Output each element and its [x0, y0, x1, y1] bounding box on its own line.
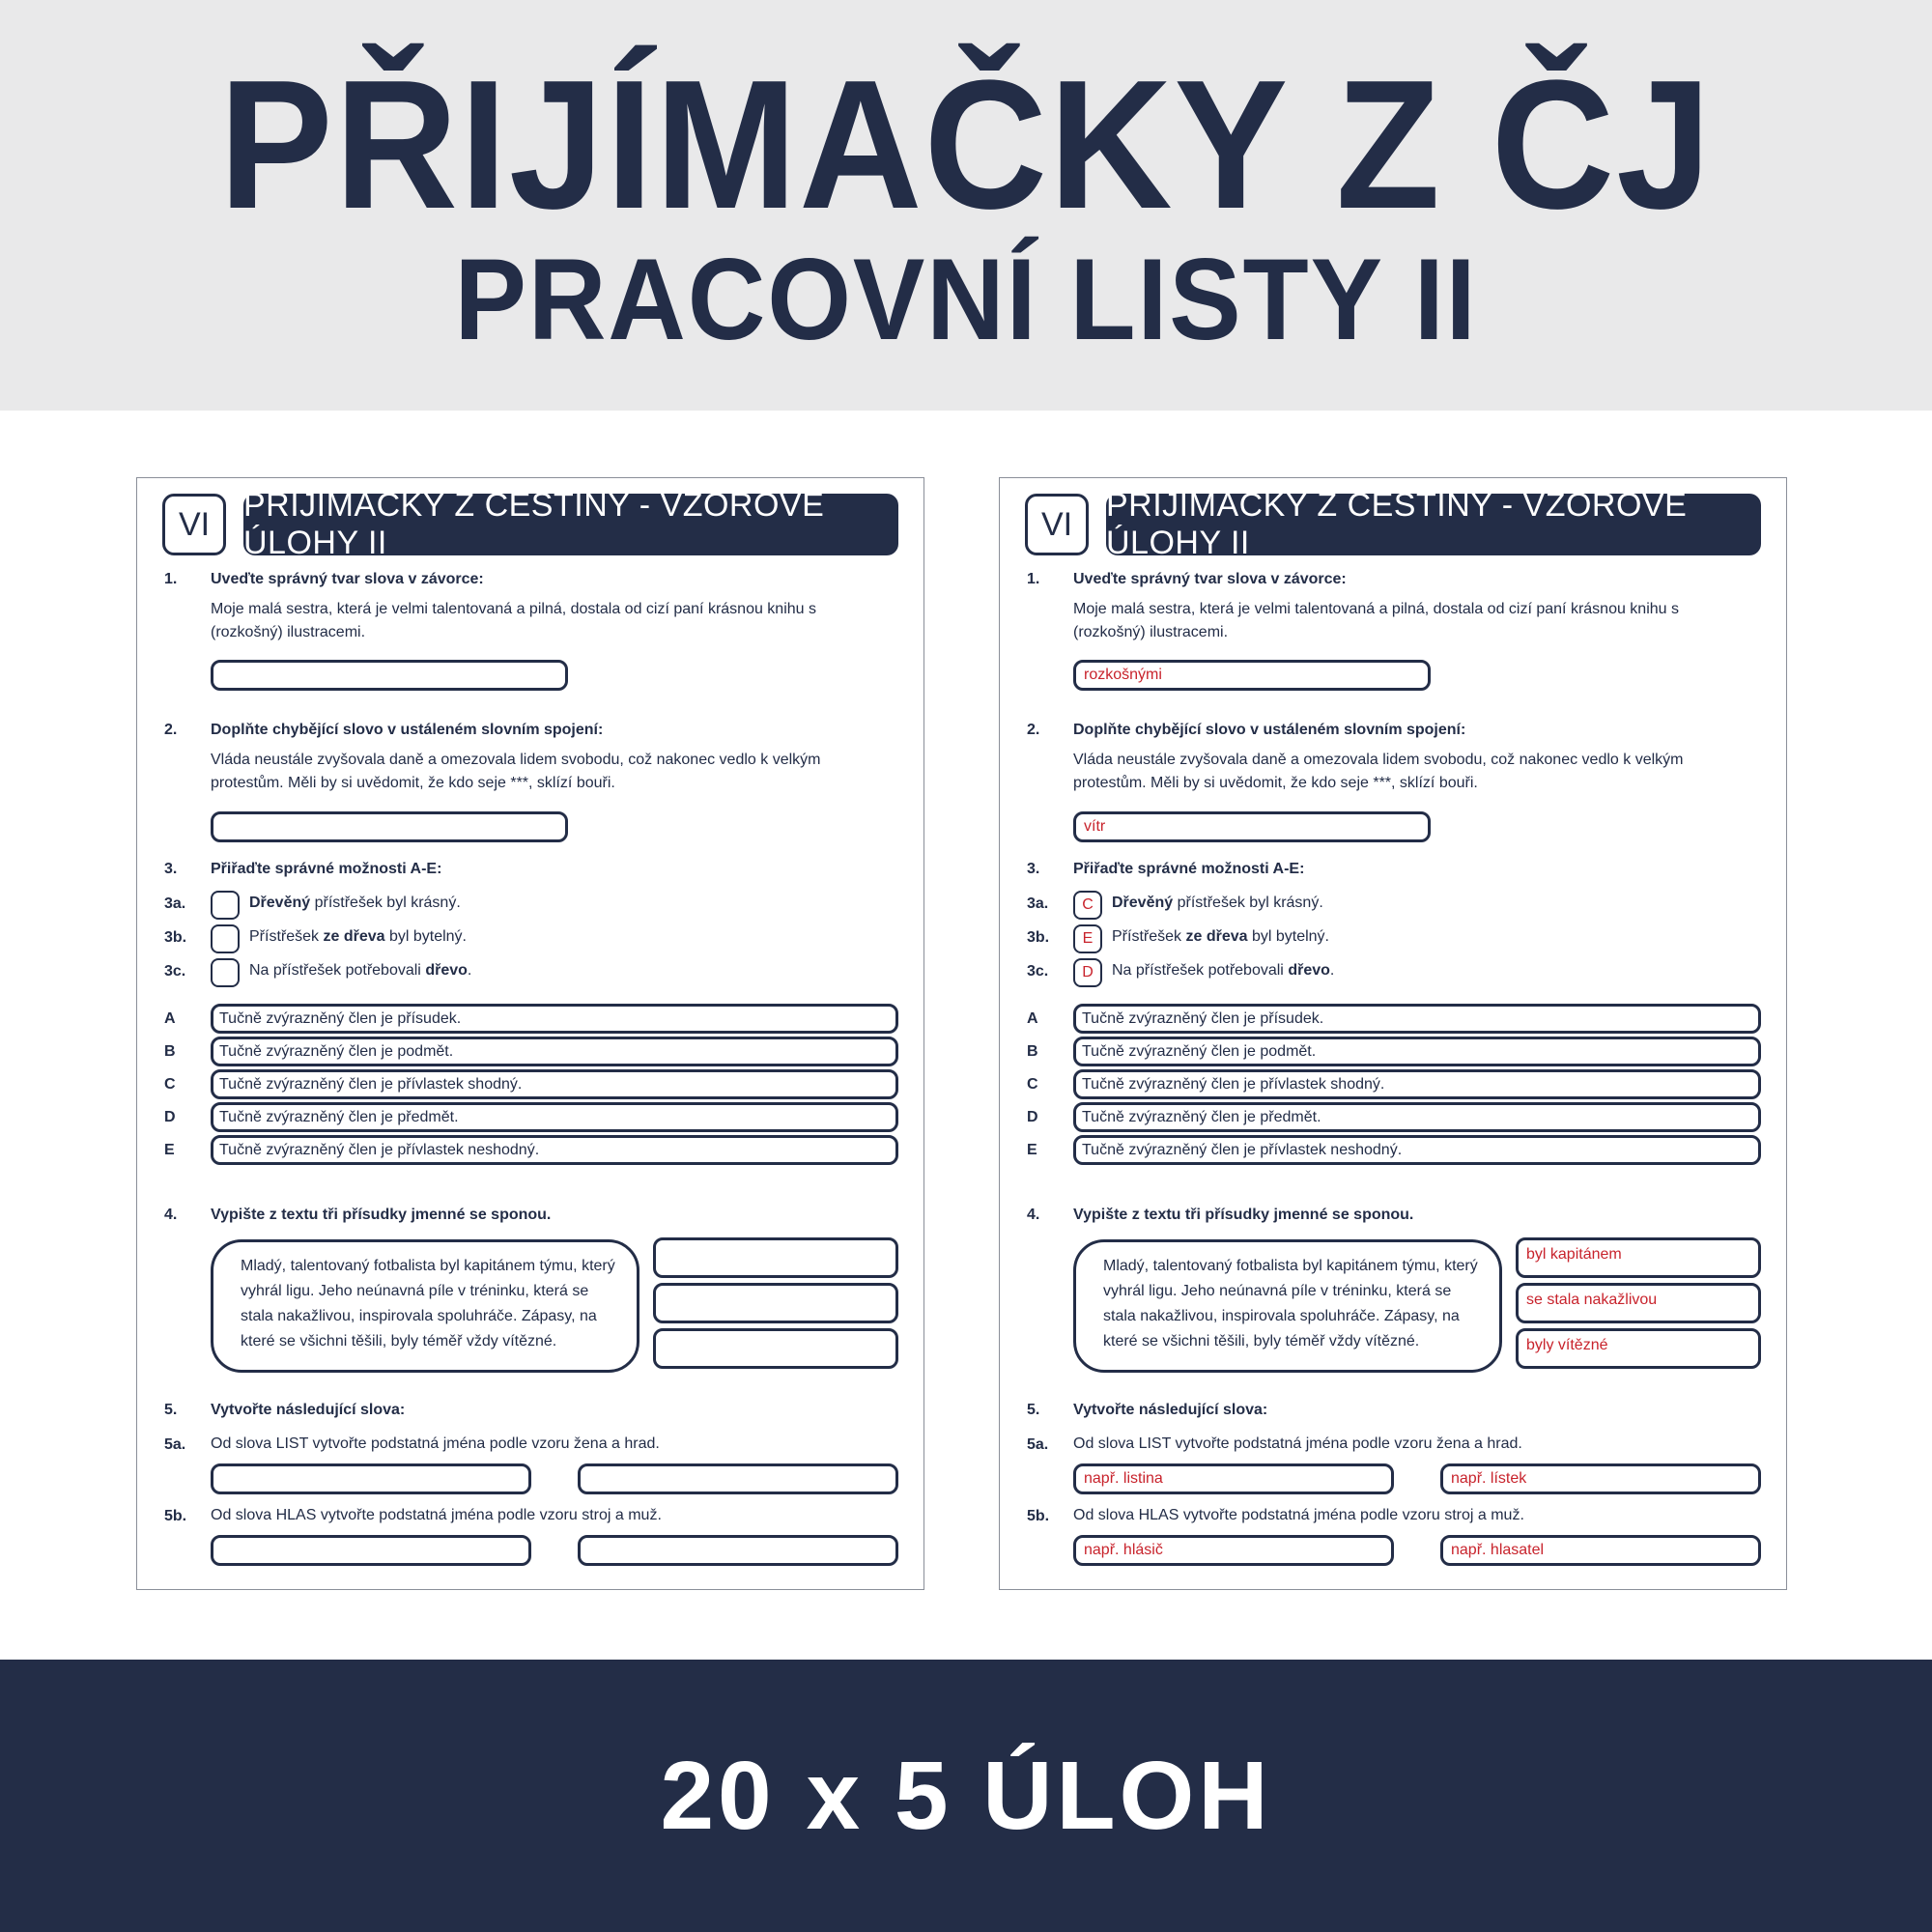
q3b-pre: Přístřešek — [249, 928, 324, 945]
q2-answer-field[interactable] — [211, 811, 568, 842]
q3b-bold: ze dřeva — [1185, 928, 1248, 945]
q4-title: Vypište z textu tři přísudky jmenné se sponou. — [211, 1207, 552, 1223]
q3b-bold: ze dřeva — [323, 928, 385, 945]
q5b-text: Od slova HLAS vytvořte podstatná jména podle vzoru stroj a muž. — [1073, 1507, 1524, 1523]
option-a: Tučně zvýrazněný člen je přísudek. — [211, 1004, 898, 1034]
option-d: Tučně zvýrazněný člen je předmět. — [1073, 1102, 1761, 1132]
q3c-answer-box[interactable] — [211, 958, 240, 987]
q4-number: 4. — [164, 1207, 178, 1223]
q3b-label: 3b. — [164, 929, 187, 946]
option-e-letter: E — [164, 1142, 175, 1158]
sheet-header: PŘIJÍMAČKY Z ČEŠTINY - VZOROVÉ ÚLOHY II — [243, 494, 898, 555]
q3-number: 3. — [164, 861, 178, 877]
q3b-pre: Přístřešek — [1112, 928, 1186, 945]
q3a-bold: Dřevěný — [1112, 895, 1174, 911]
q5a-label: 5a. — [1027, 1436, 1049, 1453]
option-c: Tučně zvýrazněný člen je přívlastek shodný. — [1073, 1069, 1761, 1099]
q4-answer-2: se stala nakažlivou — [1526, 1292, 1658, 1308]
q5-title: Vytvořte následující slova: — [211, 1402, 406, 1418]
q2-title: Doplňte chybějící slovo v ustáleném slovním spojení: — [1073, 722, 1466, 738]
section-badge: VI — [162, 494, 226, 555]
q4-number: 4. — [1027, 1207, 1040, 1223]
q5a-answer-field-1[interactable] — [211, 1463, 531, 1494]
q2-number: 2. — [164, 722, 178, 738]
q5a-answer-1: např. listina — [1084, 1470, 1163, 1487]
q5b-label: 5b. — [164, 1508, 187, 1524]
q3b-answer-box[interactable] — [1073, 924, 1102, 953]
q3b-label: 3b. — [1027, 929, 1050, 946]
q4-source-text: Mladý, talentovaný fotbalista byl kapitánem týmu, který vyhrál ligu. Jeho neúnavná píle v tréninku, která se stala nakažlivou, inspirovala spoluhráče. Zápasy, na které se všichni těšili, byly téměř vždy vítězné. — [211, 1239, 639, 1373]
option-b: Tučně zvýrazněný člen je podmět. — [211, 1037, 898, 1066]
q3b-post: byl bytelný. — [384, 928, 467, 945]
option-a: Tučně zvýrazněný člen je přísudek. — [1073, 1004, 1761, 1034]
q1-title: Uveďte správný tvar slova v závorce: — [211, 571, 484, 587]
q3c-bold: dřevo — [1288, 962, 1330, 979]
q3c-pre: Na přístřešek potřebovali — [1112, 962, 1289, 979]
q3c-post: . — [1329, 962, 1335, 979]
q3a-post: přístřešek byl krásný. — [1173, 895, 1323, 911]
q3b-answer: E — [1082, 930, 1094, 947]
q5a-label: 5a. — [164, 1436, 186, 1453]
q5a-text: Od slova LIST vytvořte podstatná jména podle vzoru žena a hrad. — [1073, 1435, 1522, 1452]
q2-answer-field[interactable] — [1073, 811, 1431, 842]
q5-title: Vytvořte následující slova: — [1073, 1402, 1268, 1418]
q3a-bold: Dřevěný — [249, 895, 311, 911]
q4-answer-field-1[interactable] — [653, 1237, 898, 1278]
q3c-post: . — [467, 962, 472, 979]
option-e: Tučně zvýrazněný člen je přívlastek neshodný. — [1073, 1135, 1761, 1165]
option-b-letter: B — [164, 1043, 176, 1060]
q4-answer-field-2[interactable] — [1516, 1283, 1761, 1323]
q5b-answer-1: např. hlásič — [1084, 1542, 1163, 1558]
q2-text: Vláda neustále zvyšovala daně a omezovala lidem svobodu, což nakonec vedlo k velkým protestům. Měli by si uvědomit, že kdo seje ***, sklízí bouři. — [211, 752, 821, 791]
q5b-answer-2: např. hlasatel — [1451, 1542, 1545, 1558]
q5a-answer-field-1[interactable] — [1073, 1463, 1394, 1494]
q1-answer-field[interactable] — [211, 660, 568, 691]
q1-title: Uveďte správný tvar slova v závorce: — [1073, 571, 1347, 587]
option-b-letter: B — [1027, 1043, 1038, 1060]
option-d: Tučně zvýrazněný člen je předmět. — [211, 1102, 898, 1132]
option-a-letter: A — [1027, 1010, 1038, 1027]
q3c-pre: Na přístřešek potřebovali — [249, 962, 426, 979]
q5b-answer-field-1[interactable] — [1073, 1535, 1394, 1566]
q5a-answer-field-2[interactable] — [578, 1463, 898, 1494]
q3a-answer-box[interactable] — [211, 891, 240, 920]
q5a-answer-field-2[interactable] — [1440, 1463, 1761, 1494]
q3c-sentence — [1112, 959, 1749, 982]
q5b-answer-field-2[interactable] — [578, 1535, 898, 1566]
q3a-label: 3a. — [164, 895, 186, 912]
q2-title: Doplňte chybějící slovo v ustáleném slovním spojení: — [211, 722, 604, 738]
q2-answer: vítr — [1084, 818, 1106, 835]
option-c: Tučně zvýrazněný člen je přívlastek shodný. — [211, 1069, 898, 1099]
q4-answer-field-2[interactable] — [653, 1283, 898, 1323]
q4-answer-field-3[interactable] — [653, 1328, 898, 1369]
q3c-answer-box[interactable] — [1073, 958, 1102, 987]
q5a-answer-2: např. lístek — [1451, 1470, 1527, 1487]
q3-number: 3. — [1027, 861, 1040, 877]
option-c-letter: C — [164, 1076, 176, 1093]
q4-answer-1: byl kapitánem — [1526, 1246, 1622, 1263]
q4-answer-field-3[interactable] — [1516, 1328, 1761, 1369]
q3-title: Přiřaďte správné možnosti A-E: — [1073, 861, 1305, 877]
subtitle: PRACOVNÍ LISTY II — [454, 235, 1478, 364]
q5b-answer-field-1[interactable] — [211, 1535, 531, 1566]
q3-title: Přiřaďte správné možnosti A-E: — [211, 861, 442, 877]
q5b-text: Od slova HLAS vytvořte podstatná jména podle vzoru stroj a muž. — [211, 1507, 662, 1523]
q3c-sentence — [249, 959, 887, 982]
q3c-label: 3c. — [164, 963, 186, 980]
option-d-letter: D — [164, 1109, 176, 1125]
q3a-sentence — [1112, 892, 1749, 915]
q3b-answer-box[interactable] — [211, 924, 240, 953]
q1-answer-field[interactable] — [1073, 660, 1431, 691]
q4-title: Vypište z textu tři přísudky jmenné se sponou. — [1073, 1207, 1414, 1223]
q3b-sentence — [249, 925, 887, 949]
q2-number: 2. — [1027, 722, 1040, 738]
q1-text: Moje malá sestra, která je velmi talentovaná a pilná, dostala od cizí paní krásnou knihu s (rozkošný) ilustracemi. — [1073, 601, 1679, 640]
q3c-bold: dřevo — [425, 962, 468, 979]
option-a-letter: A — [164, 1010, 176, 1027]
q4-source-text: Mladý, talentovaný fotbalista byl kapitánem týmu, který vyhrál ligu. Jeho neúnavná píle v tréninku, která se stala nakažlivou, inspirovala spoluhráče. Zápasy, na které se všichni těšili, byly téměř vždy vítězné. — [1073, 1239, 1502, 1373]
worksheet-blank — [136, 477, 924, 1590]
q3a-answer: C — [1082, 896, 1094, 913]
q5b-label: 5b. — [1027, 1508, 1050, 1524]
q3a-post: přístřešek byl krásný. — [310, 895, 461, 911]
worksheet-answers — [999, 477, 1787, 1590]
q1-text: Moje malá sestra, která je velmi talentovaná a pilná, dostala od cizí paní krásnou knihu s (rozkošný) ilustracemi. — [211, 601, 816, 640]
main-title: PŘIJÍMAČKY Z ČJ — [218, 43, 1714, 247]
q3a-answer-box[interactable] — [1073, 891, 1102, 920]
q1-answer: rozkošnými — [1084, 667, 1162, 683]
q3a-sentence — [249, 892, 887, 915]
option-d-letter: D — [1027, 1109, 1038, 1125]
q3c-label: 3c. — [1027, 963, 1049, 980]
option-b: Tučně zvýrazněný člen je podmět. — [1073, 1037, 1761, 1066]
q5b-answer-field-2[interactable] — [1440, 1535, 1761, 1566]
q5-number: 5. — [164, 1402, 178, 1418]
section-badge: VI — [1025, 494, 1089, 555]
option-e: Tučně zvýrazněný člen je přívlastek neshodný. — [211, 1135, 898, 1165]
option-c-letter: C — [1027, 1076, 1038, 1093]
q5-number: 5. — [1027, 1402, 1040, 1418]
q1-number: 1. — [164, 571, 178, 587]
q3b-sentence — [1112, 925, 1749, 949]
q4-answer-field-1[interactable] — [1516, 1237, 1761, 1278]
q5a-text: Od slova LIST vytvořte podstatná jména podle vzoru žena a hrad. — [211, 1435, 660, 1452]
q1-number: 1. — [1027, 571, 1040, 587]
q3c-answer: D — [1082, 964, 1094, 980]
q4-answer-3: byly vítězné — [1526, 1337, 1608, 1353]
q3a-label: 3a. — [1027, 895, 1049, 912]
sheet-header: PŘIJÍMAČKY Z ČEŠTINY - VZOROVÉ ÚLOHY II — [1106, 494, 1761, 555]
option-e-letter: E — [1027, 1142, 1037, 1158]
q3b-post: byl bytelný. — [1247, 928, 1329, 945]
footer-banner — [0, 1660, 1932, 1932]
footer-text: 20 x 5 ÚLOH — [660, 1741, 1272, 1850]
q2-text: Vláda neustále zvyšovala daně a omezovala lidem svobodu, což nakonec vedlo k velkým protestům. Měli by si uvědomit, že kdo seje ***, sklízí bouři. — [1073, 752, 1684, 791]
